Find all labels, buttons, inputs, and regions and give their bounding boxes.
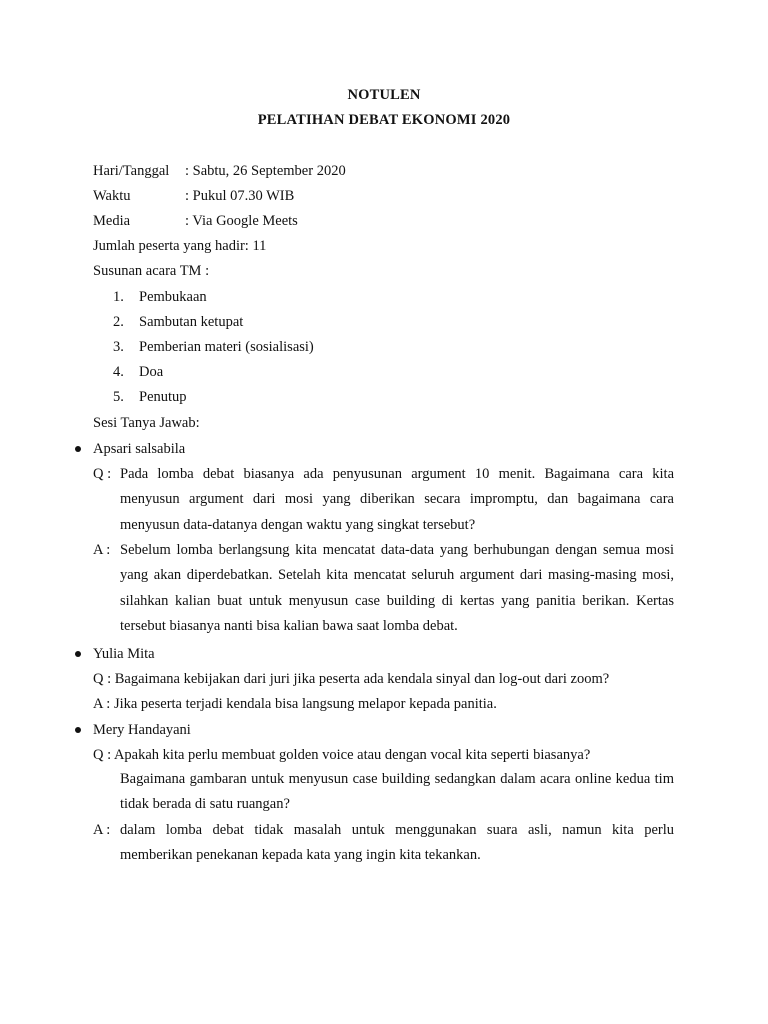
info-label: Waktu [93,188,131,204]
info-row-media [93,211,346,236]
qa-heading: Sesi Tanya Jawab: [93,415,200,431]
participant-name: Yulia Mita [93,646,155,662]
question-continuation: Bagaimana gambaran untuk menyusun case building sedangkan dalam acara online kedua tim tidak berada di satu ruangan? [120,771,674,813]
participant-count: Jumlah peserta yang hadir: 11 [93,238,267,254]
agenda-text: Sambutan ketupat [139,314,244,330]
agenda-text: Pembukaan [139,289,207,305]
bullet-icon [75,446,81,452]
question-text: Q : Bagaimana kebijakan dari juri jika peserta ada kendala sinyal dan log-out dari zoom? [93,671,610,687]
question-body: Pada lomba debat biasanya ada penyusunan argument 10 menit. Bagaimana cara kita menyusun argument dari mosi yang diberikan secara impromptu, dan bagaimana cara menyusun data-datanya dengan waktu yang singkat tersebut? [120,466,674,533]
question-text [93,462,674,538]
bullet-icon [75,727,81,733]
question-text: Q : Apakah kita perlu membuat golden voice atau dengan vocal kita seperti biasanya? [93,747,591,763]
agenda-text: Doa [139,364,164,380]
agenda-text: Penutup [139,389,187,405]
agenda-item [113,287,314,312]
agenda-heading: Susunan acara TM : [93,263,210,279]
agenda-text: Pemberian materi (sosialisasi) [139,339,314,355]
info-row-waktu [93,186,346,211]
agenda-list [113,287,314,412]
answer-body: dalam lomba debat tidak masalah untuk menggunakan suara asli, namun kita perlu memberikan penekanan kepada kata yang ingin kita tekankan. [120,822,674,864]
info-row-hari [93,161,346,186]
answer-label: A : [93,822,111,838]
info-value: : Pukul 07.30 WIB [185,188,295,204]
agenda-item [113,387,314,412]
meeting-info [93,161,346,286]
agenda-number: 1. [113,289,124,305]
question-label: Q : [93,466,112,482]
participant-name: Mery Handayani [93,722,191,738]
document-subtitle: PELATIHAN DEBAT EKONOMI 2020 [257,112,511,128]
answer-body: Sebelum lomba berlangsung kita mencatat data-data yang berhubungan dengan semua mosi yang akan diperdebatkan. Setelah kita mencatat seluruh argument dari masing-masing mosi, silahkan kalian buat untuk menyusun case building di kertas yang panitia berikan. Kertas tersebut biasanya nanti bisa kalian bawa saat lomba debat. [120,542,674,635]
info-value: : Via Google Meets [185,213,298,229]
bullet-icon [75,651,81,657]
agenda-number: 3. [113,339,124,355]
agenda-number: 4. [113,364,124,380]
agenda-number: 5. [113,389,124,405]
agenda-item [113,362,314,387]
info-value: : Sabtu, 26 September 2020 [185,163,346,179]
answer-text [93,818,674,869]
agenda-item [113,337,314,362]
agenda-number: 2. [113,314,124,330]
agenda-item [113,312,314,337]
participant-name: Apsari salsabila [93,441,186,457]
answer-label: A : [93,542,111,558]
info-label: Media [93,213,131,229]
document-title: NOTULEN [347,87,421,103]
answer-text: A : Jika peserta terjadi kendala bisa langsung melapor kepada panitia. [93,696,497,712]
info-label: Hari/Tanggal [93,163,170,179]
answer-text [93,538,674,640]
